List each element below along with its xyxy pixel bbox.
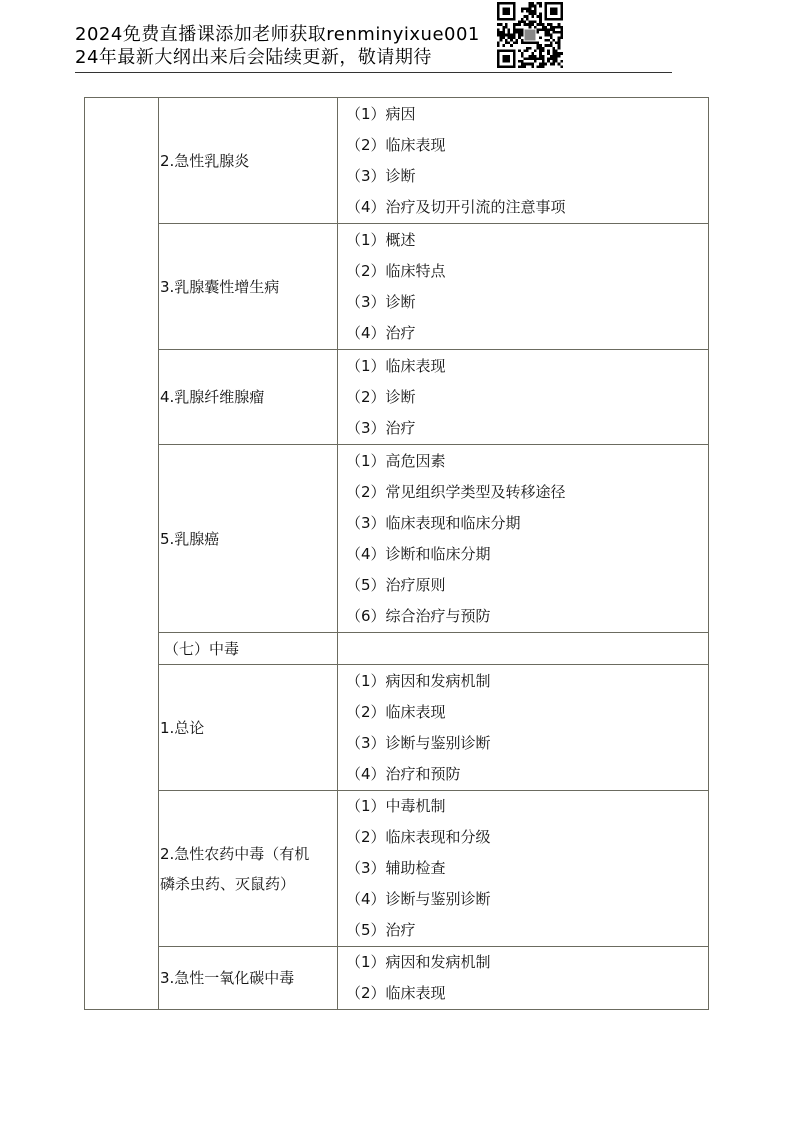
qr-module — [521, 39, 524, 42]
qr-module — [542, 23, 545, 26]
qr-module — [542, 60, 545, 63]
list-item: （2）临床特点 — [346, 261, 446, 280]
list-item: （1）病因 — [346, 104, 416, 123]
list-item: （1）病因和发病机制 — [346, 953, 491, 971]
qr-module — [500, 34, 503, 37]
table-row — [85, 98, 709, 224]
qr-module — [545, 44, 548, 47]
list-item: （2）诊断 — [346, 387, 416, 406]
qr-module — [550, 36, 553, 39]
qr-module — [510, 39, 513, 42]
qr-module — [508, 42, 511, 45]
items-cell — [338, 445, 709, 633]
qr-module — [502, 44, 505, 47]
qr-module — [531, 57, 534, 60]
qr-module — [529, 20, 532, 23]
qr-module — [529, 55, 532, 58]
list-item: （5）治疗 — [346, 921, 416, 939]
qr-module — [542, 55, 545, 58]
qr-module — [534, 26, 537, 29]
qr-module — [521, 63, 524, 66]
qr-module — [497, 31, 500, 34]
qr-module — [500, 23, 503, 26]
topic-cell: 1.总论 — [159, 665, 338, 791]
qr-module — [552, 52, 555, 55]
list-item: （3）诊断 — [346, 292, 416, 311]
qr-module — [552, 39, 555, 42]
list-item: （3）临床表现和临床分期 — [346, 513, 521, 532]
qr-module — [558, 47, 561, 50]
qr-module — [539, 57, 542, 60]
qr-module — [523, 50, 526, 53]
qr-module — [545, 39, 548, 42]
qr-module — [552, 60, 555, 63]
qr-module — [529, 13, 532, 16]
header-line-2: 24年最新大纲出来后会陆续更新，敬请期待 — [75, 47, 432, 68]
qr-module — [539, 44, 542, 47]
qr-module — [513, 31, 516, 34]
qr-module — [521, 28, 524, 31]
qr-module — [560, 36, 563, 39]
qr-module — [518, 65, 521, 68]
qr-module — [523, 23, 526, 26]
qr-module — [521, 65, 524, 68]
qr-module — [515, 23, 518, 26]
qr-module — [550, 57, 553, 60]
qr-module — [555, 31, 558, 34]
list-item: （3）辅助检查 — [346, 859, 446, 877]
qr-module — [555, 26, 558, 29]
qr-module — [529, 57, 532, 60]
qr-module — [515, 39, 518, 42]
items-cell — [338, 98, 709, 224]
qr-module — [534, 20, 537, 23]
qr-module — [537, 65, 540, 68]
qr-module — [547, 60, 550, 63]
topic-cell: 3.乳腺囊性增生病 — [159, 224, 338, 350]
qr-module — [552, 26, 555, 29]
qr-module — [545, 28, 548, 31]
qr-module — [558, 52, 561, 55]
list-item: （1）高危因素 — [346, 451, 446, 470]
list-item: （4）治疗及切开引流的注意事项 — [346, 197, 566, 216]
qr-module — [513, 23, 516, 26]
qr-module — [552, 63, 555, 66]
qr-module — [505, 23, 508, 26]
qr-module — [513, 34, 516, 37]
qr-module — [550, 7, 558, 15]
qr-module — [513, 42, 516, 45]
qr-module — [534, 57, 537, 60]
topic-cell: 4.乳腺纤维腺瘤 — [159, 350, 338, 445]
qr-module — [531, 42, 534, 45]
qr-module — [560, 26, 563, 29]
qr-module — [555, 42, 558, 45]
list-item: （4）治疗和预防 — [346, 764, 461, 783]
qr-module — [542, 50, 545, 53]
list-item: （1）病因和发病机制 — [346, 671, 491, 690]
topic-cell: 5.乳腺癌 — [159, 445, 338, 633]
qr-module — [550, 23, 553, 26]
qr-module — [500, 39, 503, 42]
list-item: （5）治疗原则 — [346, 575, 446, 594]
qr-module — [497, 44, 500, 47]
qr-module — [529, 47, 532, 50]
qr-module — [560, 31, 563, 34]
qr-module — [529, 7, 532, 10]
qr-module — [529, 10, 532, 13]
qr-module — [539, 47, 542, 50]
topic-cell: 2.急性农药中毒（有机磷杀虫药、灭鼠药） — [159, 791, 338, 947]
qr-module — [526, 47, 529, 50]
qr-module — [550, 55, 553, 58]
qr-module — [534, 55, 537, 58]
qr-module — [508, 28, 511, 31]
qr-module — [531, 65, 534, 68]
topic-cell: 3.急性一氧化碳中毒 — [159, 947, 338, 1010]
list-item: （4）诊断与鉴别诊断 — [346, 890, 491, 908]
qr-module — [550, 44, 553, 47]
qr-module — [502, 7, 510, 15]
qr-module — [542, 28, 545, 31]
qr-module — [529, 23, 532, 26]
qr-module — [550, 28, 553, 31]
qr-module — [550, 34, 553, 37]
qr-module — [537, 28, 540, 31]
qr-module — [547, 44, 550, 47]
qr-module — [526, 18, 529, 21]
qr-module — [534, 13, 537, 16]
qr-module — [537, 2, 540, 5]
qr-module — [534, 42, 537, 45]
qr-module — [521, 10, 524, 13]
list-item: （4）治疗 — [346, 323, 416, 342]
qr-module — [526, 57, 529, 60]
qr-module — [526, 7, 529, 10]
qr-module — [560, 28, 563, 31]
list-item: （2）临床表现和分级 — [346, 828, 491, 846]
section-heading-cell: （七）中毒 — [159, 633, 338, 665]
qr-module — [526, 63, 529, 66]
qr-module — [539, 36, 542, 39]
qr-code — [497, 2, 563, 68]
qr-module — [529, 5, 532, 8]
qr-module — [526, 50, 529, 53]
qr-module — [539, 23, 542, 26]
qr-module — [542, 57, 545, 60]
qr-module — [531, 55, 534, 58]
qr-module — [545, 63, 548, 66]
qr-module — [537, 31, 540, 34]
qr-module — [529, 63, 532, 66]
qr-module — [502, 34, 505, 37]
qr-module — [555, 50, 558, 53]
qr-module — [518, 28, 521, 31]
qr-module — [545, 34, 548, 37]
qr-module — [508, 34, 511, 37]
qr-module — [526, 15, 529, 18]
qr-module — [534, 60, 537, 63]
list-item: （3）诊断 — [346, 166, 416, 185]
qr-module — [560, 34, 563, 37]
qr-module — [521, 34, 524, 37]
qr-module — [521, 60, 524, 63]
list-item: （3）治疗 — [346, 418, 416, 437]
qr-module — [534, 10, 537, 13]
qr-module — [518, 31, 521, 34]
qr-module — [513, 28, 516, 31]
qr-module — [513, 26, 516, 29]
qr-module — [526, 42, 529, 45]
qr-module — [537, 42, 540, 45]
qr-module — [558, 26, 561, 29]
qr-module — [521, 52, 524, 55]
list-item: （1）临床表现 — [346, 356, 446, 375]
qr-module — [529, 26, 532, 29]
qr-module — [547, 39, 550, 42]
qr-module — [531, 23, 534, 26]
list-item: （6）综合治疗与预防 — [346, 606, 491, 625]
qr-module — [505, 26, 508, 29]
list-item: （2）常见组织学类型及转移途径 — [346, 482, 566, 501]
qr-module — [552, 55, 555, 58]
qr-module — [539, 20, 542, 23]
qr-module — [547, 23, 550, 26]
qr-module — [550, 26, 553, 29]
qr-module — [539, 28, 542, 31]
qr-module — [558, 31, 561, 34]
qr-module — [534, 7, 537, 10]
table-row — [85, 633, 709, 665]
list-item: （2）临床表现 — [346, 984, 446, 1002]
list-item: （1）概述 — [346, 230, 416, 249]
list-item: （1）中毒机制 — [346, 797, 446, 815]
qr-module — [531, 5, 534, 8]
qr-module — [542, 65, 545, 68]
qr-module — [523, 57, 526, 60]
qr-module — [552, 57, 555, 60]
qr-module — [550, 63, 553, 66]
qr-module — [521, 55, 524, 58]
items-cell — [338, 947, 709, 1010]
qr-module — [523, 20, 526, 23]
qr-module — [555, 57, 558, 60]
qr-module — [537, 23, 540, 26]
qr-module — [547, 50, 550, 53]
items-cell — [338, 665, 709, 791]
qr-module — [531, 52, 534, 55]
qr-module — [502, 26, 505, 29]
qr-module — [505, 39, 508, 42]
qr-module — [552, 28, 555, 31]
items-cell — [338, 791, 709, 947]
unit-cell — [85, 98, 159, 1010]
qr-module — [521, 31, 524, 34]
qr-module — [531, 15, 534, 18]
table-row — [85, 665, 709, 791]
qr-module — [521, 42, 524, 45]
qr-module — [510, 34, 513, 37]
qr-module — [539, 18, 542, 21]
table-row — [85, 224, 709, 350]
qr-module — [510, 44, 513, 47]
qr-module — [502, 28, 505, 31]
qr-module — [537, 47, 540, 50]
qr-module — [539, 5, 542, 8]
qr-module — [545, 26, 548, 29]
qr-module — [558, 39, 561, 42]
qr-module — [531, 63, 534, 66]
qr-module — [547, 31, 550, 34]
qr-module — [502, 31, 505, 34]
qr-module — [505, 34, 508, 37]
qr-module — [523, 42, 526, 45]
qr-module — [547, 28, 550, 31]
qr-module — [542, 47, 545, 50]
qr-module — [529, 42, 532, 45]
qr-module — [558, 55, 561, 58]
table-row — [85, 947, 709, 1010]
items-cell — [338, 224, 709, 350]
qr-module — [558, 63, 561, 66]
qr-module — [547, 52, 550, 55]
qr-module — [518, 20, 521, 23]
qr-module — [508, 31, 511, 34]
qr-module — [526, 23, 529, 26]
qr-module — [500, 36, 503, 39]
items-cell-empty — [338, 633, 709, 665]
qr-module — [539, 15, 542, 18]
qr-module — [542, 26, 545, 29]
qr-module — [537, 15, 540, 18]
qr-module — [558, 23, 561, 26]
qr-module — [513, 36, 516, 39]
qr-module — [515, 28, 518, 31]
list-item: （3）诊断与鉴别诊断 — [346, 733, 491, 752]
qr-module — [502, 55, 510, 63]
qr-module — [497, 23, 500, 26]
qr-module — [531, 20, 534, 23]
qr-module — [555, 52, 558, 55]
qr-module — [539, 13, 542, 16]
qr-module — [558, 42, 561, 45]
qr-module — [531, 2, 534, 5]
qr-module — [531, 13, 534, 16]
qr-module — [523, 65, 526, 68]
qr-module — [510, 36, 513, 39]
qr-module — [531, 10, 534, 13]
qr-module — [526, 10, 529, 13]
items-cell — [338, 350, 709, 445]
qr-module — [523, 15, 526, 18]
qr-module — [537, 44, 540, 47]
qr-module — [518, 50, 521, 53]
table-row — [85, 350, 709, 445]
qr-module — [518, 36, 521, 39]
qr-module — [521, 7, 524, 10]
qr-module — [508, 36, 511, 39]
qr-module — [558, 44, 561, 47]
qr-module — [539, 2, 542, 5]
qr-module — [502, 36, 505, 39]
qr-module — [518, 23, 521, 26]
qr-module — [497, 42, 500, 45]
qr-module — [521, 18, 524, 21]
qr-module — [552, 31, 555, 34]
list-item: （2）临床表现 — [346, 135, 446, 154]
qr-module — [529, 2, 532, 5]
qr-module — [500, 31, 503, 34]
qr-module — [534, 5, 537, 8]
qr-module — [547, 57, 550, 60]
qr-module — [497, 28, 500, 31]
table-row — [85, 791, 709, 947]
qr-module — [558, 36, 561, 39]
qr-module — [521, 20, 524, 23]
qr-module — [555, 60, 558, 63]
qr-module — [515, 42, 518, 45]
table-row — [85, 445, 709, 633]
qr-module — [555, 55, 558, 58]
qr-module — [523, 7, 526, 10]
qr-module — [539, 63, 542, 66]
qr-module — [525, 30, 536, 41]
qr-module — [560, 60, 563, 63]
qr-module — [539, 55, 542, 58]
list-item: （4）诊断和临床分期 — [346, 544, 491, 563]
topic-cell: 2.急性乳腺炎 — [159, 98, 338, 224]
qr-module — [505, 42, 508, 45]
qr-module — [539, 52, 542, 55]
qr-module — [537, 57, 540, 60]
qr-module — [534, 50, 537, 53]
qr-module — [550, 42, 553, 45]
qr-module — [552, 50, 555, 53]
qr-module — [545, 31, 548, 34]
qr-module — [515, 31, 518, 34]
qr-module — [497, 34, 500, 37]
list-item: （2）临床表现 — [346, 702, 446, 721]
qr-module — [547, 34, 550, 37]
qr-module — [518, 60, 521, 63]
header-line-1: 2024免费直播课添加老师获取renminyixue001 — [75, 24, 480, 45]
qr-module — [542, 63, 545, 66]
qr-module — [539, 65, 542, 68]
qr-module — [518, 34, 521, 37]
qr-module — [560, 52, 563, 55]
syllabus-table — [84, 97, 709, 1010]
qr-module — [539, 50, 542, 53]
qr-module — [523, 63, 526, 66]
header-rule — [75, 72, 672, 73]
qr-module — [560, 65, 563, 68]
qr-module — [552, 47, 555, 50]
